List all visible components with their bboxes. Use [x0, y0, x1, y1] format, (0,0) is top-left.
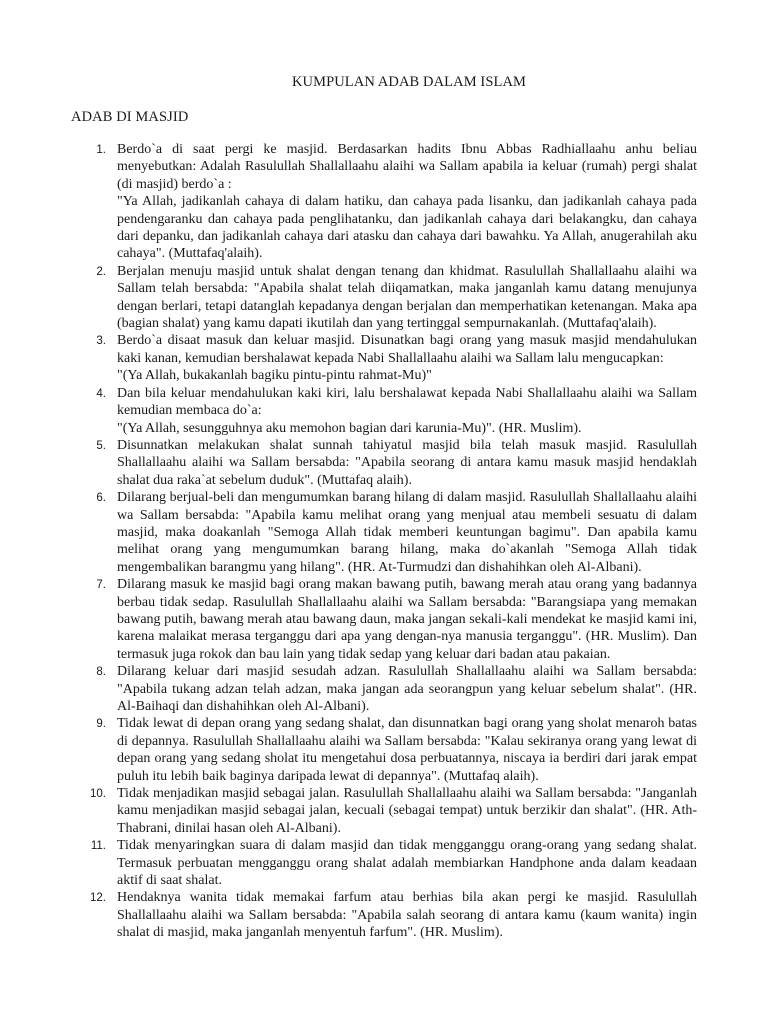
- list-item: [0, 489, 768, 576]
- list-item-number: 8.: [96, 666, 106, 679]
- list-item-text: Tidak menyaringkan suara di dalam masjid dan tidak mengganggu orang-orang yang sedang shalat. Termasuk perbuatan mengganggu orang shalat adalah membiarkan Handphone anda dalam keadaan aktif di saat shalat.: [117, 838, 697, 889]
- list-item-text: Berdo`a di saat pergi ke masjid. Berdasarkan hadits Ibnu Abbas Radhiallaahu anhu beliau menyebutkan: Adalah Rasulullah Shallallaahu alaihi wa Sallam apabila ia keluar (rumah) pergi shalat (di masjid) berdo`a : "Ya Allah, jadikanlah cahaya di dalam hatiku, dan cahaya pada lisanku, dan jadikanlah cahaya pada pendengaranku dan cahaya pada penglihatanku, dan jadikanlah cahaya dari belakangku, dan cahaya dari depanku, dan jadikanlah cahaya dari atasku dan cahaya dari bawahku. Ya Allah, anugerahilah aku cahaya". (Muttafaq'alaih).: [117, 142, 697, 262]
- list-item: [0, 263, 768, 333]
- list-item-number: 3.: [96, 335, 106, 348]
- list-item-text: Hendaknya wanita tidak memakai farfum atau berhias bila akan pergi ke masjid. Rasulullah Shallallaahu alaihi wa Sallam bersabda: "Apabila salah seorang di antara kamu (kaum wanita) ingin shalat di masjid, maka janganlah menyentuh farfum". (HR. Muslim).: [117, 890, 697, 941]
- list-item-number: 4.: [96, 387, 106, 400]
- list-item-number: 7.: [96, 579, 106, 592]
- list-item-text: Disunnatkan melakukan shalat sunnah tahiyatul masjid bila telah masuk masjid. Rasulullah Shallallaahu alaihi wa Sallam bersabda: "Apabila seorang di antara kamu masuk masjid hendaklah shalat dua raka`at sebelum duduk". (Muttafaq alaih).: [117, 437, 697, 488]
- list-item: [0, 785, 768, 837]
- list-item-number: 10.: [90, 788, 106, 801]
- list-item: [0, 332, 768, 384]
- list-item-text: Dan bila keluar mendahulukan kaki kiri, lalu bershalawat kepada Nabi Shallallaahu alaihi wa Sallam kemudian membaca do`a: "(Ya Allah, sesungguhnya aku memohon bagian dari karunia-Mu)". (HR. Muslim).: [117, 385, 697, 436]
- list-item: [0, 837, 768, 889]
- list-item: [0, 385, 768, 437]
- list-item: [0, 715, 768, 785]
- list-item: [0, 889, 768, 941]
- list-item-text: Berdo`a disaat masuk dan keluar masjid. Disunatkan bagi orang yang masuk masjid mendahulukan kaki kanan, kemudian bershalawat kepada Nabi Shallallaahu alaihi wa Sallam lalu mengucapkan: "(Ya Allah, bukakanlah bagiku pintu-pintu rahmat-Mu)": [117, 333, 697, 384]
- list-item-text: Tidak lewat di depan orang yang sedang shalat, dan disunnatkan bagi orang yang sholat menaroh batas di depannya. Rasulullah Shallallaahu alaihi wa Sallam bersabda: "Kalau sekiranya orang yang lewat di depan orang yang sedang sholat itu mengetahui dosa perbuatannya, niscaya ia berdiri dari jarak empat puluh itu lebih baik baginya daripada lewat di depannya". (Muttafaq alaih).: [117, 716, 697, 784]
- list-item-number: 9.: [96, 718, 106, 731]
- list-item: [0, 663, 768, 715]
- list-item-text: Berjalan menuju masjid untuk shalat dengan tenang dan khidmat. Rasulullah Shallallaahu alaihi wa Sallam telah bersabda: "Apabila shalat telah diiqamatkan, maka janganlah kamu datang menujunya dengan berlari, tetapi datanglah kepadanya dengan berjalan dan memperhatikan ketenangan. Maka apa (bagian shalat) yang kamu dapati ikutilah dan yang tertinggal sempurnakanlah. (Muttafaq'alaih).: [117, 263, 697, 332]
- list-item-text: Tidak menjadikan masjid sebagai jalan. Rasulullah Shallallaahu alaihi wa Sallam bersabda: "Janganlah kamu menjadikan masjid sebagai jalan, kecuali (sebagai tempat) untuk berzikir dan shalat". (HR. Ath-Thabrani, dinilai hasan oleh Al-Albani).: [117, 786, 697, 836]
- document-title: KUMPULAN ADAB DALAM ISLAM: [291, 74, 527, 90]
- adab-list: [0, 141, 768, 942]
- list-item: [0, 437, 768, 489]
- list-item-text: Dilarang masuk ke masjid bagi orang makan bawang putih, bawang merah atau orang yang badannya berbau tidak sedap. Rasulullah Shallallaahu alaihi wa Sallam bersabda: "Barangsiapa yang memakan bawang putih, bawang merah atau bawang daun, maka jangan sekali-kali mendekat ke masjid kami ini, karena malaikat merasa terganggu dari apa yang dengan-nya manusia terganggu". (HR. Muslim). Dan termasuk juga rokok dan bau lain yang tidak sedap yang keluar dari badan atau pakaian.: [117, 577, 697, 662]
- list-item-text: Dilarang berjual-beli dan mengumumkan barang hilang di dalam masjid. Rasulullah Shallallaahu alaihi wa Sallam bersabda: "Apabila kamu melihat orang yang menjual atau membeli sesuatu di dalam masjid, maka doakanlah "Semoga Allah tidak memberi keuntungan bagimu". Dan apabila kamu melihat orang yang mengumumkan barang hilang, maka do`akanlah "Semoga Allah tidak mengembalikan barangmu yang hilang". (HR. At-Turmudzi dan dishahihkan oleh Al-Albani).: [117, 490, 697, 575]
- list-item-number: 12.: [90, 892, 106, 905]
- list-item-number: 6.: [96, 492, 106, 505]
- list-item: [0, 576, 768, 663]
- section-heading: ADAB DI MASJID: [71, 109, 189, 125]
- list-item-number: 2.: [96, 265, 106, 278]
- list-item-number: 11.: [90, 840, 106, 853]
- list-item: [0, 141, 768, 263]
- list-item-number: 5.: [96, 439, 106, 452]
- list-item-text: Dilarang keluar dari masjid sesudah adzan. Rasulullah Shallallaahu alaihi wa Sallam bersabda: "Apabila tukang adzan telah adzan, maka jangan ada seorangpun yang keluar sebelum shalat". (HR. Al-Baihaqi dan dishahihkan oleh Al-Albani).: [117, 664, 697, 714]
- list-item-number: 1.: [96, 144, 106, 156]
